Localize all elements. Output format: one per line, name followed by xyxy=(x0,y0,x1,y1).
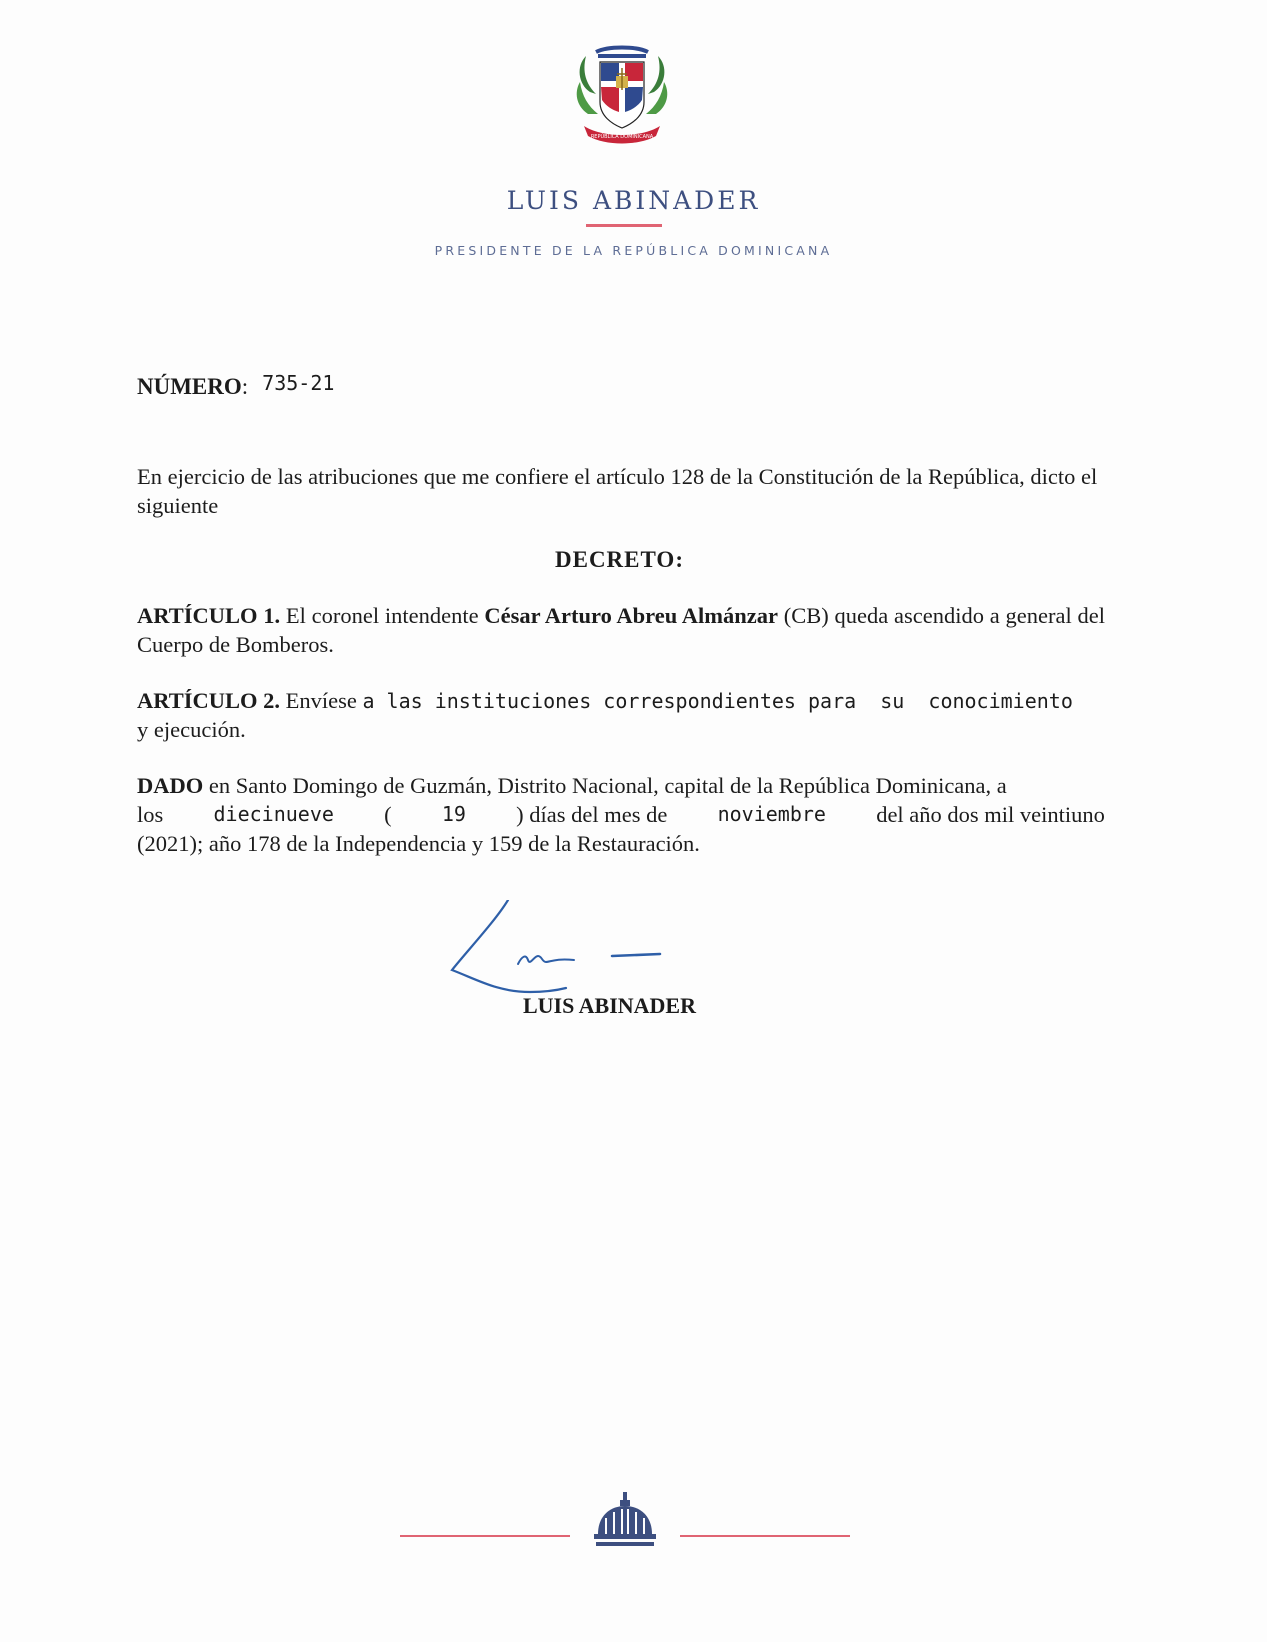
article-1-label: ARTÍCULO 1. xyxy=(137,603,281,628)
letterhead-name: LUIS ABINADER xyxy=(506,186,761,215)
decree-number-label: NÚMERO xyxy=(137,374,242,399)
seal-ribbon-text: REPÚBLICA DOMINICANA xyxy=(590,134,654,140)
decree-number xyxy=(137,371,335,400)
decree-title: DECRETO: xyxy=(555,547,684,572)
dado-days-of-month: ) días del mes de xyxy=(516,802,668,827)
dado-year-text: del año dos mil veintiuno xyxy=(876,802,1105,827)
article-2-word: Envíese xyxy=(279,688,363,713)
article-1 xyxy=(137,601,1105,659)
dado-date-line xyxy=(137,800,1105,829)
dado-open-paren: ( xyxy=(384,802,392,827)
article-1-person: César Arturo Abreu Almánzar xyxy=(484,603,778,628)
article-2-label: ARTÍCULO 2. xyxy=(137,688,280,713)
decree-number-value: 735-21 xyxy=(262,371,335,395)
letterhead-divider xyxy=(586,224,662,227)
letterhead-subtitle: PRESIDENTE DE LA REPÚBLICA DOMINICANA xyxy=(434,243,833,258)
signer-name: LUIS ABINADER xyxy=(523,993,696,1018)
article-2-typed-text: a las instituciones correspondientes para su conocimiento xyxy=(362,689,1073,713)
dado-month: noviembre xyxy=(717,802,826,826)
dado-day-words: diecinueve xyxy=(213,802,334,826)
coat-of-arms-icon xyxy=(568,44,676,148)
dado-line1: en Santo Domingo de Guzmán, Distrito Nacional, capital de la República Dominicana, a xyxy=(203,773,1007,798)
article-1-text-before: El coronel intendente xyxy=(280,603,485,628)
intro-paragraph: En ejercicio de las atribuciones que me confiere el artículo 128 de la Constitución de la República, dicto el siguiente xyxy=(137,464,1098,518)
dado-los: los xyxy=(137,802,164,827)
dado-label: DADO xyxy=(137,773,204,798)
decree-number-colon: : xyxy=(241,374,249,399)
dado-day-number: 19 xyxy=(441,802,466,826)
dado-line3: (2021); año 178 de la Independencia y 159 de la Restauración. xyxy=(137,831,700,856)
article-2 xyxy=(137,686,1105,744)
footer-divider-left xyxy=(400,1535,570,1537)
footer-divider-right xyxy=(680,1535,850,1537)
dado-paragraph xyxy=(137,771,1105,858)
article-2-end: y ejecución. xyxy=(137,717,246,742)
palace-dome-icon xyxy=(592,1490,658,1550)
article-1-text-after: (CB) queda ascendido a general del Cuerpo de Bomberos. xyxy=(137,603,1105,657)
